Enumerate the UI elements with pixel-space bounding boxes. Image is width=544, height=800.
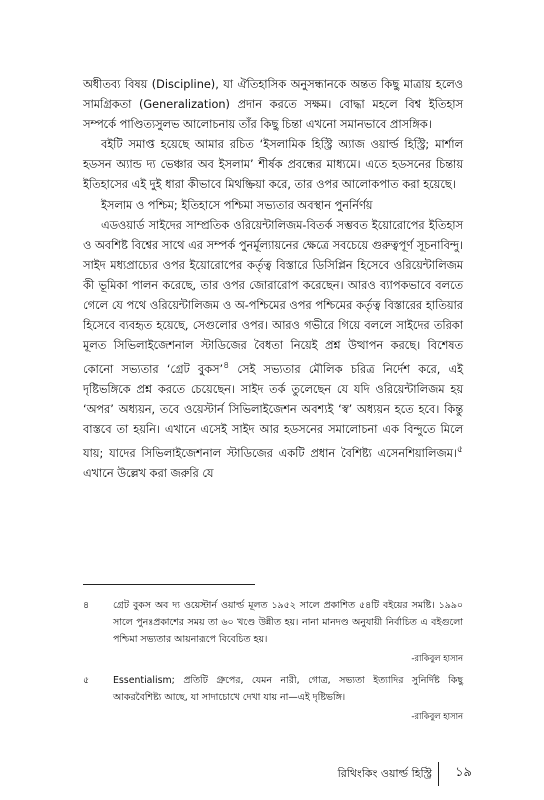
footnote-number: ৪ (83, 600, 90, 611)
paragraph-3-part-2: সেই সভ্যতার মৌলিক চরিত্র নির্দেশ করে, এই দৃষ্টিভঙ্গিকে প্রশ্ন করতে চেয়েছেন। সাইদ তর্ক তুলেছেন যে যদি ওরিয়েন্টালিজম হয় ‘অপর’ অধ্যয়ন, তবে ওয়েস্টার্ন সিভিলাইজেশন অবশ্যই ‘স্ব’ অধ্যয়ন হতে হবে। কিন্তু বাস্তবে তা হয়নি। এখানে এসেই সাইদ আর হডসনের সমালোচনা এক বিন্দুতে মিলে যায়; যাদের সিভিলাইজেশনাল স্টাডিজের একটি প্রধান বৈশিষ্ট্য এসেনশিয়ালিজম। (83, 363, 463, 461)
footer-divider (438, 762, 439, 786)
footnote-5 (83, 672, 463, 724)
footnote-signature: -রাকিবুল হাসান (411, 711, 463, 721)
page-number: ১৯ (455, 765, 472, 780)
footnote-signature: -রাকিবুল হাসান (411, 653, 463, 663)
footnote-ref-5[interactable]: ৫ (456, 444, 463, 456)
paragraph-3 (83, 216, 463, 485)
section-subheading: ইসলাম ও পশ্চিম; ইতিহাসে পশ্চিমা সভ্যতার অবস্থান পুনর্নির্ণয় (101, 198, 373, 212)
page-footer (330, 762, 472, 788)
paragraph-3-part-1: এডওয়ার্ড সাইদের সাম্প্রতিক ওরিয়েন্টালিজম-বিতর্ক সম্ভবত ইয়োরোপের ইতিহাস ও অবশিষ্ট বিশ্বের সাথে এর সম্পর্ক পুনর্মূল্যায়নের ক্ষেত্রে সবচেয়ে গুরুত্বপূর্ণ সূচনাবিন্দু। সাইদ মধ্যপ্রাচ্যের ওপর ইয়োরোপের কর্তৃত্ব বিস্তারে ডিসিপ্লিন হিসেবে ওরিয়েন্টালিজম কী ভূমিকা পালন করেছে, তার ওপর জোরারোপ করেছেন। আরও ব্যাপকভাবে বলতে গেলে যে পথে ওরিয়েন্টালিজম ও অ-পশ্চিমের ওপর পশ্চিমের কর্তৃত্ব বিস্তারের হাতিয়ার হিসেবে ব্যবহৃত হয়েছে, সেগুলোর ওপর। আরও গভীরে গিয়ে বললে সাইদের তরিকা মূলত সিভিলাইজেশনাল স্টাডিজের বৈধতা নিয়েই প্রশ্ন উত্থাপন করছে। বিশেষত কোনো সভ্যতার ‘গ্রেট বুকস’ (83, 218, 463, 377)
paragraph-1: অধীতব্য বিষয় (Discipline), যা ঐতিহাসিক অনুসন্ধানকে অন্তত কিছু মাত্রায় হলেও সামগ্রিকতা (Generalization) প্রদান করতে সক্ষম। বোদ্ধা মহলে বিশ্ব ইতিহাস সম্পর্কে পাণ্ডিত্যসুলভ আলোচনায় তাঁর কিছু চিন্তা এখনো সমানভাবে প্রাসঙ্গিক। (83, 78, 463, 132)
paragraph-2: বইটি সমাপ্ত হয়েছে আমার রচিত ‘ইসলামিক হিস্ট্রি অ্যাজ ওয়ার্ল্ড হিস্ট্রি; মার্শাল হডসন অ্যান্ড দ্য ভেঞ্চার অব ইসলাম’ শীর্ষক প্রবন্ধের মাধ্যমে। এতে হডসনের চিন্তায় ইতিহাসের এই দুই ধারা কীভাবে মিথষ্ক্রিয়া করে, তার ওপর আলোকপাত করা হয়েছে। (83, 138, 463, 192)
footnote-ref-4[interactable]: ৪ (223, 360, 230, 372)
footnote-divider (83, 584, 255, 585)
footnote-number: ৫ (83, 675, 90, 686)
footnote-4 (83, 597, 463, 666)
paragraph-3-part-3: এখানে উল্লেখ করা জরুরি যে (83, 467, 214, 481)
footnote-text: গ্রেট বুকস অব দ্য ওয়েস্টার্ন ওয়ার্ল্ড মূলত ১৯৫২ সালে প্রকাশিত ৫৪টি বইয়ের সমষ্টি। ১৯৯০ সালে পুনঃপ্রকাশের সময় তা ৬০ খণ্ডে উন্নীত হয়। নানা মানদণ্ড অনুযায়ী নির্বাচিত এ বইগুলো পশ্চিমা সভ্যতার আয়নারূপে বিবেচিত হয়। (113, 600, 463, 645)
footnote-text: Essentialism; প্রতিটি গ্রুপের, যেমন নারী, গোত্র, সভ্যতা ইত্যাদির সুনির্দিষ্ট কিছু আকরবৈশিষ্ট্য আছে, যা সাদাচোখে দেখা যায় না—এই দৃষ্টিভঙ্গি। (113, 675, 463, 703)
footnotes (83, 597, 463, 730)
main-text (83, 75, 463, 484)
running-title: রিথিংকিং ওয়ার্ল্ড হিস্ট্রি (337, 767, 432, 780)
